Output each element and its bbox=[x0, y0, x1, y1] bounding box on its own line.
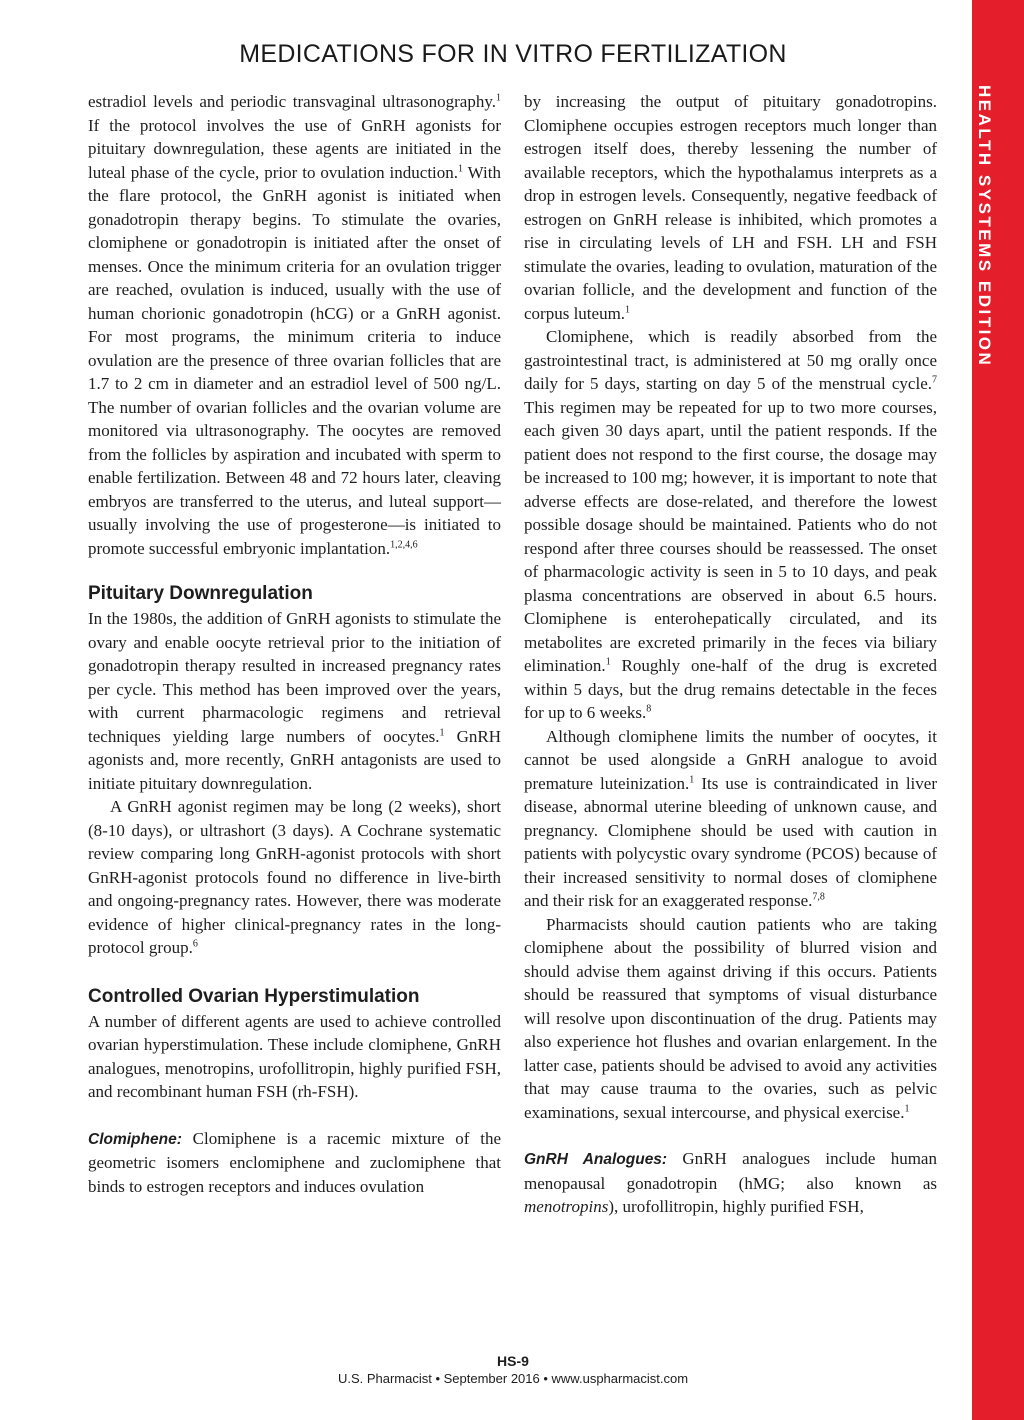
left-column bbox=[88, 90, 501, 1198]
edition-sidebar bbox=[972, 0, 1024, 1420]
publication-line: U.S. Pharmacist • September 2016 • www.uspharmacist.com bbox=[337, 1371, 689, 1386]
section-heading: Pituitary Downregulation bbox=[88, 583, 313, 604]
edition-label: HEALTH SYSTEMS EDITION bbox=[975, 85, 994, 368]
paragraph: In the 1980s, the addition of GnRH agonists to stimulate the ovary and enable oocyte retrieval prior to the initiation of gonadotropin therapy resulted in increased pregnancy rates per cycle. This method has been improved over the years, with current pharmacologic regimens and retrieval techniques yielding large numbers of oocytes.$^1$ GnRH agonists and, more recently, GnRH antagonists are used to initiate pituitary downregulation. bbox=[88, 609, 501, 793]
paragraph: A GnRH agonist regimen may be long (2 weeks), short (8-10 days), or ultrashort (3 days). A Cochrane systematic review comparing long GnRH-agonist protocols with short GnRH-agonist protocols found no difference in live-birth and ongoing-pregnancy rates. However, there was moderate evidence of higher clinical-pregnancy rates in the long-protocol group.$^6$ bbox=[88, 797, 501, 957]
paragraph: by increasing the output of pituitary gonadotropins. Clomiphene occupies estrogen receptors much longer than estrogen itself does, thereby lessening the number of available receptors, which the hypothalamus interprets as a drop in estrogen levels. Consequently, negative feedback of estrogen on GnRH release is inhibited, which promotes a rise in circulating levels of LH and FSH. LH and FSH stimulate the ovaries, leading to ovulation, maturation of the ovarian follicle, and the development and function of the corpus luteum.$^1$ bbox=[524, 92, 937, 323]
right-column bbox=[524, 90, 937, 1219]
paragraph: A number of different agents are used to achieve controlled ovarian hyperstimulation. These include clomiphene, GnRH analogues, menotropins, urofollitropin, highly purified FSH, and recombinant human FSH (rh-FSH). bbox=[88, 1011, 501, 1101]
page-number: HS-9 bbox=[497, 1353, 529, 1369]
paragraph: Clomiphene, which is readily absorbed from the gastrointestinal tract, is administered at 50 mg orally once daily for 5 days, starting on day 5 of the menstrual cycle.$^7$ This regimen may be repeated for up to two more courses, each given 30 days apart, until the patient responds. If the patient does not respond to the first course, the dosage may be increased to 100 mg; however, it is important to note that adverse effects are dose-related, and therefore the lowest possible dosage should be maintained. Patients who do not respond after three courses should be reassessed. The onset of pharmacologic activity is seen in 5 to 10 days, and peak plasma concentrations are observed in about 6.5 hours. Clomiphene is enterohepatically circulated, and its metabolites are excreted primarily in the feces via biliary elimination.$^1$ Roughly one-half of the drug is excreted within 5 days, but the drug remains detectable in the feces for up to 6 weeks.$^8$ bbox=[524, 327, 937, 722]
paragraph: Pharmacists should caution patients who are taking clomiphene about the possibility of blurred vision and should advise them against driving if this occurs. Patients should be reassured that symptoms of visual disturbance will resolve upon discontinuation of the drug. Patients may also experience hot flushes and ovarian enlargement. In the latter case, patients should be advised to avoid any activities that may cause trauma to the ovaries, such as pelvic examinations, sexual intercourse, and physical exercise.$^1$ bbox=[524, 914, 937, 1122]
paragraph: Although clomiphene limits the number of oocytes, it cannot be used alongside a GnRH analogue to avoid premature luteinization.$^1$ Its use is contraindicated in liver disease, abnormal uterine bleeding of unknown cause, and pregnancy. Clomiphene should be used with caution in patients with polycystic ovary syndrome (PCOS) because of their increased sensitivity to normal doses of clomiphene and their risk for an exaggerated response.$^{7,8}$ bbox=[524, 726, 937, 910]
paragraph: Clomiphene: Clomiphene is a racemic mixture of the geometric isomers enclomiphene and zuclomiphene that binds to estrogen receptors and induces ovulation bbox=[88, 1128, 501, 1196]
page-footer bbox=[88, 1352, 938, 1388]
paragraph: GnRH Analogues: GnRH analogues include human menopausal gonadotropin (hMG; also known as menotropins), urofollitropin, highly purified FSH, bbox=[524, 1149, 937, 1216]
run-in-heading: Clomiphene: bbox=[88, 1130, 182, 1148]
run-in-heading: GnRH Analogues: bbox=[524, 1151, 668, 1168]
section-heading: Controlled Ovarian Hyperstimulation bbox=[88, 985, 420, 1007]
running-head: MEDICATIONS FOR IN VITRO FERTILIZATION bbox=[239, 40, 787, 68]
paragraph: estradiol levels and periodic transvaginal ultrasonography.$^1$ If the protocol involves the use of GnRH agonists for pituitary downregulation, these agents are initiated in the luteal phase of the cycle, prior to ovulation induction.$^1$ With the flare protocol, the GnRH agonist is initiated when gonadotropin therapy begins. To stimulate the ovaries, clomiphene or gonadotropin is initiated after the onset of menses. Once the minimum criteria for an ovulation trigger are reached, ovulation is induced, usually with the use of human chorionic gonadotropin (hCG) or a GnRH agonist. For most programs, the minimum criteria to induce ovulation are the presence of three ovarian follicles that are 1.7 to 2 cm in diameter and an estradiol level of 500 ng/L. The number of ovarian follicles and the ovarian volume are monitored via ultrasonography. The oocytes are removed from the follicles by aspiration and incubated with sperm to enable fertilization. Between 48 and 72 hours later, cleaving embryos are transferred to the uterus, and luteal support—usually involving the use of progesterone—is initiated to promote successful embryonic implantation.$^{1,2,4,6}$ bbox=[88, 92, 501, 558]
